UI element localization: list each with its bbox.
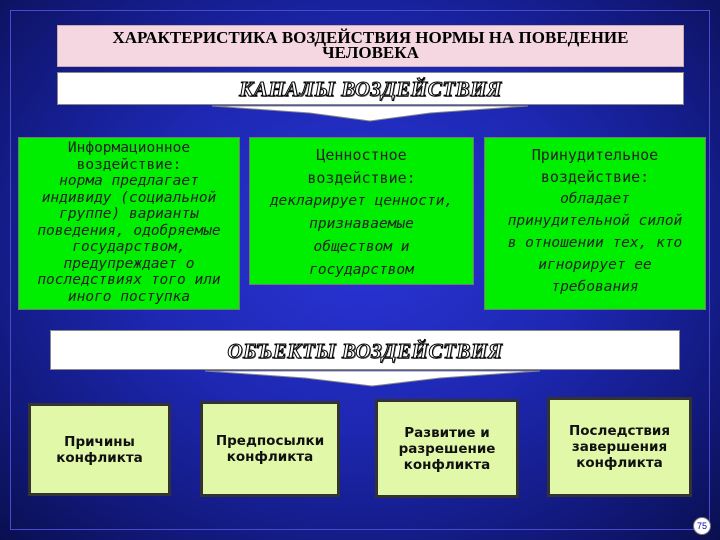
channel-body-line: норма предлагает	[59, 173, 199, 189]
channel-body-line: декларирует ценности,	[269, 193, 454, 209]
channel-head-line: воздействие:	[307, 169, 416, 187]
object-line: Причины	[64, 433, 135, 450]
channel-body-line: государством	[309, 262, 414, 278]
object-line: конфликта	[56, 449, 143, 466]
channel-body-line: принудительной силой	[507, 213, 683, 229]
channel-body-line: обладает	[560, 191, 630, 207]
channel-body-line: игнорирует ее	[538, 257, 652, 273]
channel-head-line: Ценностное	[316, 146, 407, 164]
object-line: завершения	[571, 439, 668, 455]
object-line: разрешение	[398, 440, 496, 457]
object-box-causes	[28, 403, 171, 496]
channel-body-line: поведения, одобряемые	[37, 222, 221, 239]
channel-box-informational	[18, 137, 240, 310]
channel-head-line: воздействие:	[540, 168, 650, 186]
channel-body-line: государством,	[72, 239, 186, 255]
object-line: Развитие и	[404, 424, 490, 441]
channel-body-line: индивиду (социальной	[41, 189, 217, 206]
channel-box-coercive	[484, 137, 706, 310]
object-box-development	[375, 399, 519, 498]
channel-body	[19, 173, 239, 305]
channels-banner: КАНАЛЫ ВОЗДЕЙСТВИЯ	[57, 72, 684, 105]
object-line: конфликта	[226, 449, 314, 465]
channel-body-line: иного поступка	[67, 288, 191, 305]
channel-head-line: воздействие:	[76, 156, 182, 173]
channel-box-value	[249, 137, 474, 285]
channel-body-line: признаваемые	[309, 216, 414, 232]
object-box-preconditions	[200, 401, 340, 497]
channel-body-line: предупреждает о	[63, 255, 195, 272]
slide-title	[57, 25, 684, 67]
object-line: конфликта	[403, 456, 491, 473]
channel-body	[250, 190, 473, 282]
channel-body	[485, 188, 705, 298]
channel-head	[19, 140, 239, 173]
channel-head-line: Информационное	[67, 140, 191, 156]
object-box-consequences	[547, 397, 692, 497]
object-line: Последствия	[568, 423, 671, 439]
channel-body-line: в отношении тех, кто	[507, 235, 683, 251]
object-line: Предпосылки	[215, 433, 325, 449]
channel-body-line: обществом и	[313, 239, 410, 255]
channel-body-line: последствиях того или	[37, 272, 221, 288]
channel-body-line: требования	[551, 279, 639, 295]
channel-body-line: группе) варианты	[59, 206, 199, 222]
channel-head-line: Принудительное	[531, 146, 659, 164]
title-line-2: ЧЕЛОВЕКА	[322, 43, 419, 62]
title-line-1: ХАРАКТЕРИСТИКА ВОЗДЕЙСТВИЯ НОРМЫ НА ПОВЕДЕНИЕ	[112, 28, 629, 47]
channel-head	[250, 144, 473, 190]
objects-banner: ОБЪЕКТЫ ВОЗДЕЙСТВИЯ	[50, 330, 680, 370]
channel-head	[485, 144, 705, 188]
object-line: конфликта	[576, 455, 663, 471]
page-number-badge: 75	[693, 517, 711, 535]
